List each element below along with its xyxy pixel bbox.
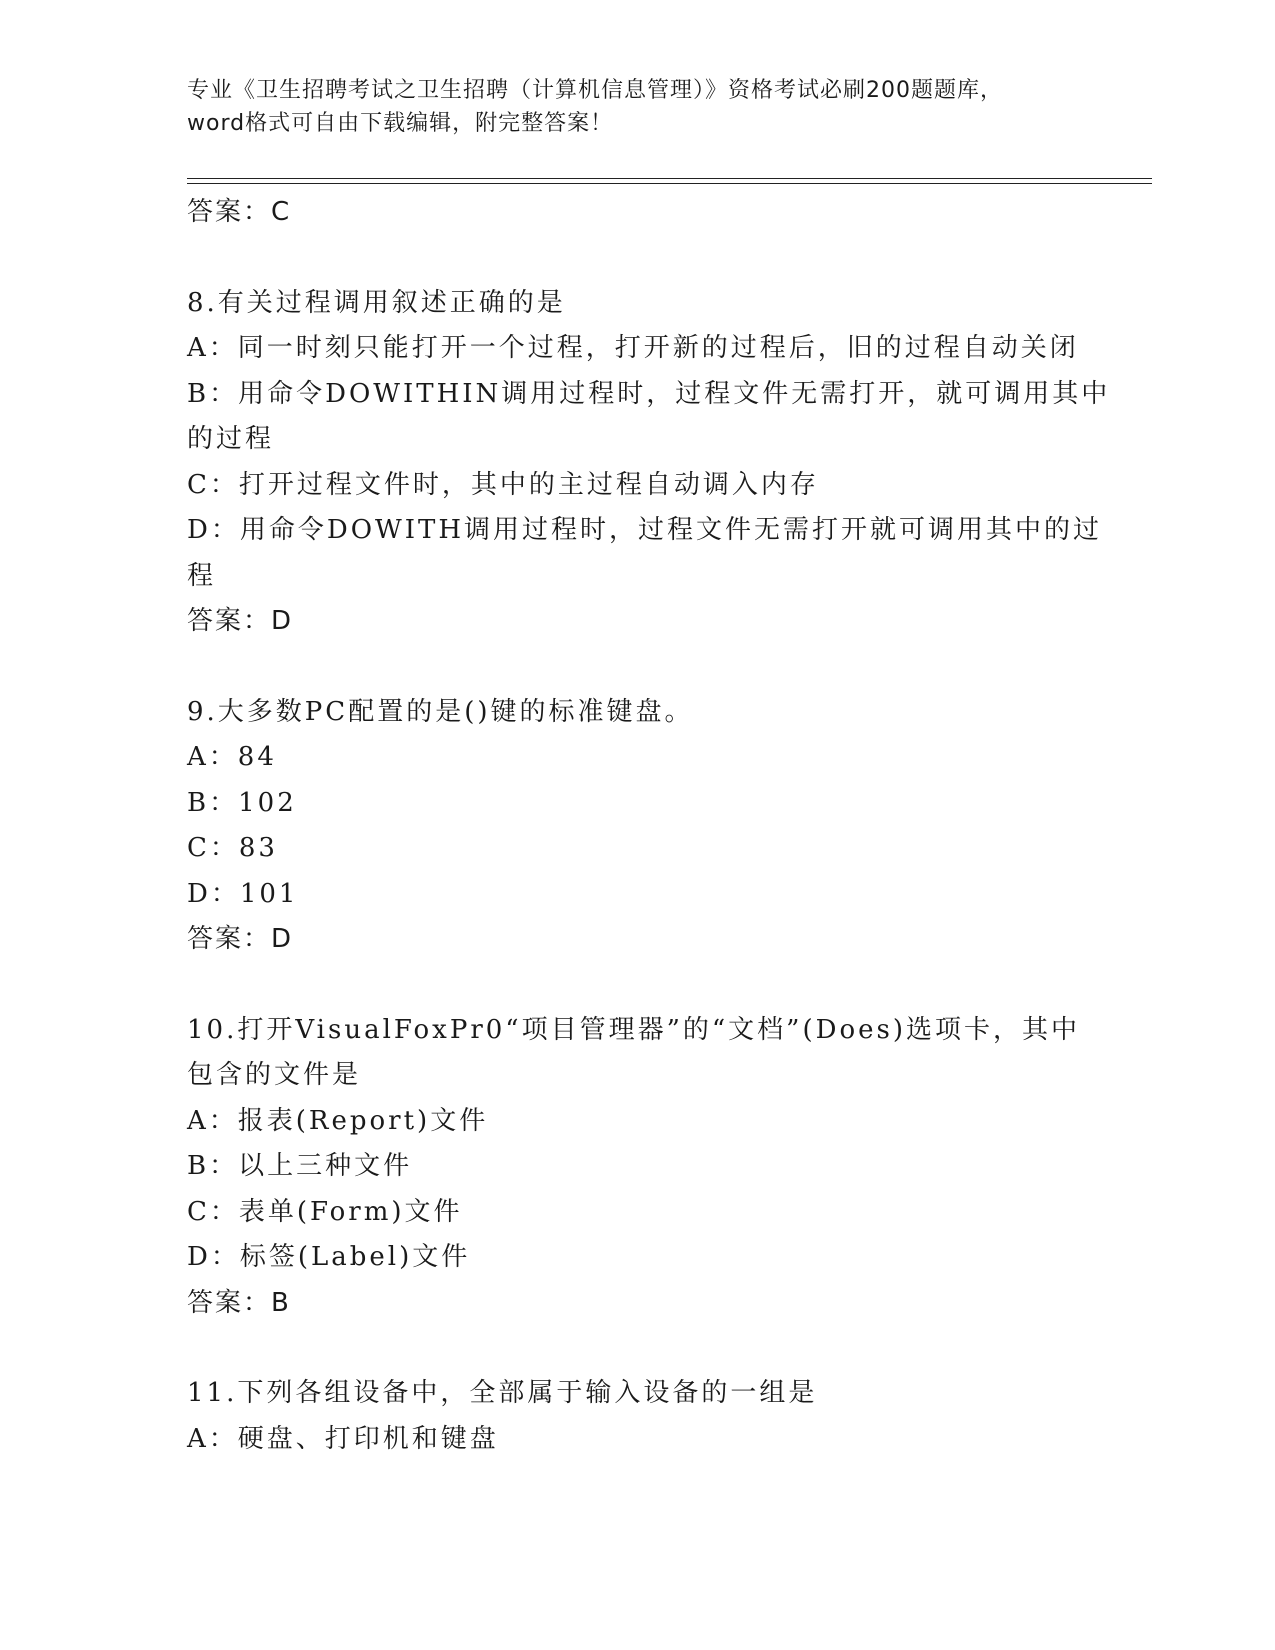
question-stem: 8.有关过程调用叙述正确的是	[187, 287, 566, 318]
option-a: A：84	[187, 742, 277, 772]
prev-answer: 答案：C	[187, 197, 292, 227]
question-stem-continued: 包含的文件是	[187, 1060, 362, 1090]
option-b: B：以上三种文件	[187, 1151, 413, 1181]
spacer	[187, 963, 1087, 1008]
question-block	[187, 690, 1087, 963]
header-divider-top	[187, 178, 1152, 179]
option-b: B：用命令DOWITHIN调用过程时，过程文件无需打开，就可调用其中	[187, 378, 1111, 409]
option-c: C：83	[187, 833, 278, 863]
question-block	[187, 1008, 1087, 1327]
spacer	[187, 1326, 1087, 1371]
option-c: C：表单(Form)文件	[187, 1196, 463, 1227]
option-a: A：硬盘、打印机和键盘	[187, 1423, 499, 1454]
spacer	[187, 645, 1087, 690]
option-a: A：报表(Report)文件	[187, 1105, 489, 1136]
option-b-continued: 的过程	[187, 424, 275, 454]
answer: 答案：D	[187, 606, 294, 636]
option-d: D：101	[187, 878, 299, 909]
question-block	[187, 1371, 1087, 1462]
option-a: A：同一时刻只能打开一个过程，打开新的过程后，旧的过程自动关闭	[187, 333, 1079, 363]
question-stem: 9.大多数PC配置的是()键的标准键盘。	[187, 696, 694, 727]
option-b: B：102	[187, 787, 297, 818]
document-header	[187, 74, 1087, 140]
option-d: D：标签(Label)文件	[187, 1242, 471, 1272]
question-list	[187, 190, 1111, 1462]
option-d-continued: 程	[187, 560, 217, 591]
spacer	[187, 236, 1087, 281]
answer: 答案：B	[187, 1287, 291, 1318]
header-line-1: 专业《卫生招聘考试之卫生招聘（计算机信息管理）》资格考试必刷200题题库，	[187, 78, 1003, 103]
question-stem: 10.打开VisualFoxPr0“项目管理器”的“文档”(Does)选项卡，其中	[187, 1014, 1080, 1045]
header-line-2: word格式可自由下载编辑，附完整答案！	[187, 111, 614, 136]
option-c: C：打开过程文件时，其中的主过程自动调入内存	[187, 469, 819, 500]
answer: 答案：D	[187, 924, 294, 954]
option-d: D：用命令DOWITH调用过程时，过程文件无需打开就可调用其中的过	[187, 515, 1103, 545]
question-stem: 11.下列各组设备中，全部属于输入设备的一组是	[187, 1378, 818, 1408]
header-divider-bottom	[187, 183, 1152, 184]
question-block	[187, 281, 1111, 645]
